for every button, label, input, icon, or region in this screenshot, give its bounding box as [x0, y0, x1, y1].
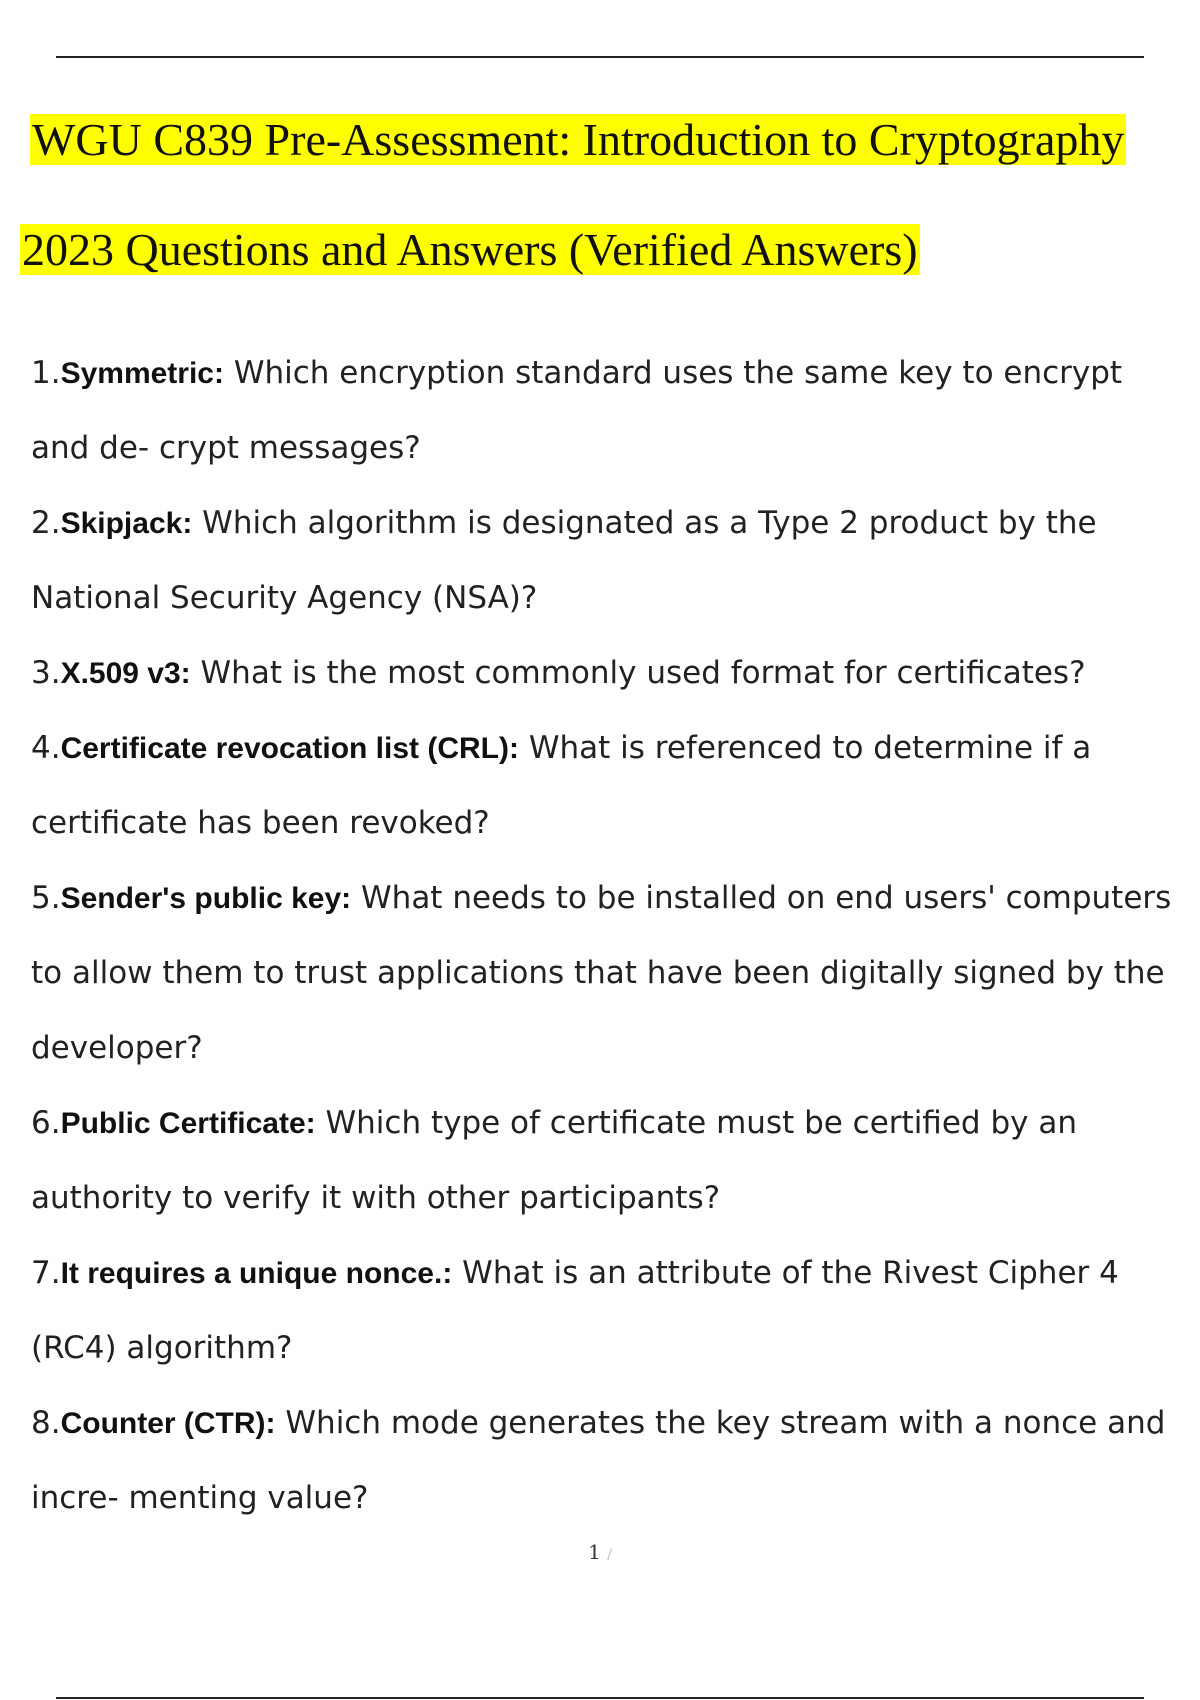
qa-question: What is the most commonly used format for certificates?	[200, 655, 1086, 691]
qa-number: 4.	[31, 730, 61, 766]
qa-item-7	[31, 1236, 1181, 1386]
qa-item-6	[31, 1086, 1181, 1236]
qa-question: Which algorithm is designated as a Type 2 product by the National Security Agency (NSA)?	[31, 505, 1097, 616]
page-number-separator: /	[607, 1547, 612, 1563]
title-highlight-1: WGU C839 Pre-Assessment: Introduction to Cryptography	[32, 114, 1125, 165]
qa-question: What is an attribute of the Rivest Cipher 4 (RC4) algorithm?	[31, 1255, 1119, 1366]
qa-answer: Sender's public key:	[60, 882, 352, 915]
top-horizontal-rule	[56, 56, 1144, 58]
document-title-line-1	[30, 111, 1126, 169]
qa-item-8	[31, 1386, 1181, 1536]
title-highlight-2: 2023 Questions and Answers (Verified Answers)	[22, 224, 918, 275]
qa-number: 1.	[31, 355, 61, 391]
question-answer-list	[31, 336, 1181, 1536]
page-number-value: 1	[588, 1540, 601, 1564]
qa-item-2	[31, 486, 1181, 636]
document-title-line-2	[20, 221, 920, 279]
qa-answer: Certificate revocation list (CRL):	[60, 732, 519, 765]
page-number	[0, 1540, 1200, 1564]
qa-number: 3.	[31, 655, 61, 691]
qa-item-3	[31, 636, 1181, 711]
qa-answer: Skipjack:	[60, 507, 193, 540]
qa-answer: Symmetric:	[60, 357, 224, 390]
qa-number: 6.	[31, 1105, 61, 1141]
qa-answer: Public Certificate:	[60, 1107, 316, 1140]
qa-item-1	[31, 336, 1181, 486]
qa-question: Which type of certificate must be certified by an authority to verify it with other participants?	[31, 1105, 1077, 1216]
qa-answer: Counter (CTR):	[60, 1407, 276, 1440]
qa-number: 7.	[31, 1255, 61, 1291]
qa-answer: X.509 v3:	[60, 657, 191, 690]
qa-answer: It requires a unique nonce.:	[60, 1257, 453, 1290]
qa-question: Which mode generates the key stream with a nonce and incre- menting value?	[31, 1405, 1166, 1516]
bottom-horizontal-rule	[56, 1697, 1144, 1699]
qa-question: What needs to be installed on end users' computers to allow them to trust applications that have been digitally signed by the developer?	[31, 880, 1172, 1066]
qa-number: 5.	[31, 880, 61, 916]
qa-item-5	[31, 861, 1181, 1086]
qa-number: 8.	[31, 1405, 61, 1441]
qa-item-4	[31, 711, 1181, 861]
qa-question: What is referenced to determine if a certificate has been revoked?	[31, 730, 1092, 841]
qa-number: 2.	[31, 505, 61, 541]
qa-question: Which encryption standard uses the same key to encrypt and de- crypt messages?	[31, 355, 1123, 466]
